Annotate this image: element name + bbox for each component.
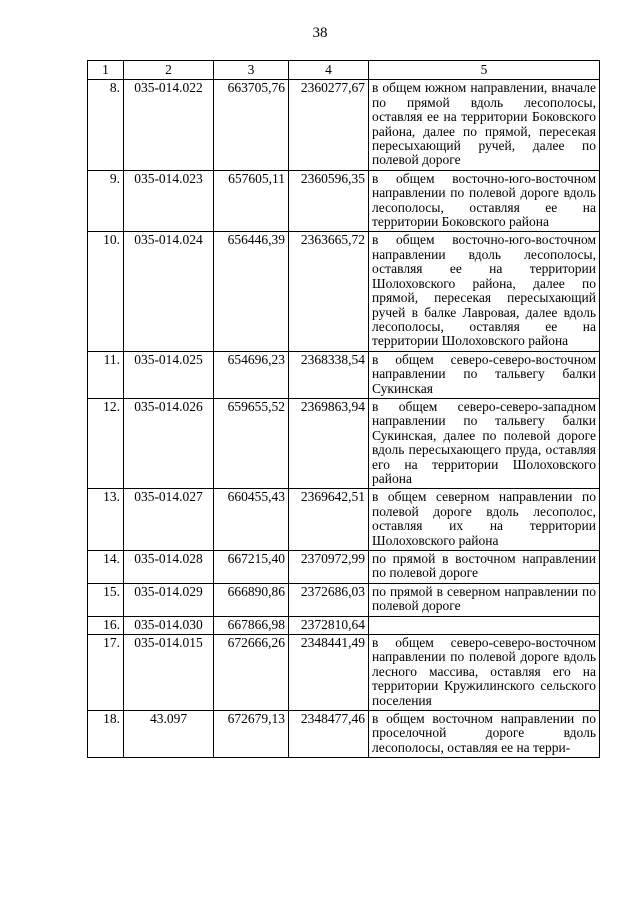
coord-x: 657605,11 (214, 170, 289, 232)
row-number: 18. (88, 711, 124, 758)
boundary-description: по прямой в северном направлении по полевой дороге (369, 583, 600, 616)
point-code: 035-014.015 (124, 635, 214, 711)
point-code: 035-014.027 (124, 489, 214, 551)
boundary-description: по прямой в восточном направлении по полевой дороге (369, 551, 600, 584)
coord-y: 2369863,94 (289, 398, 369, 488)
coord-y: 2370972,99 (289, 551, 369, 584)
coord-x: 659655,52 (214, 398, 289, 488)
point-code: 035-014.025 (124, 351, 214, 398)
coord-x: 672666,26 (214, 635, 289, 711)
coord-x: 672679,13 (214, 711, 289, 758)
boundary-description (369, 616, 600, 634)
header-col-4: 4 (289, 61, 369, 80)
table-row (88, 398, 600, 488)
table-row (88, 351, 600, 398)
row-number: 17. (88, 635, 124, 711)
coord-y: 2348477,46 (289, 711, 369, 758)
row-number: 10. (88, 232, 124, 351)
coord-y: 2372810,64 (289, 616, 369, 634)
point-code: 035-014.023 (124, 170, 214, 232)
boundary-description: в общем южном направлении, вначале по прямой вдоль лесополосы, оставляя ее на территории Боковского района, далее по прямой, пересекая пересыхающий ручей, далее по полевой дороге (369, 80, 600, 170)
boundary-description: в общем северо-северо-восточном направлении по полевой дороге вдоль лесного массива, оставляя его на территории Кружилинского сельского поселения (369, 635, 600, 711)
coord-x: 663705,76 (214, 80, 289, 170)
header-col-5: 5 (369, 61, 600, 80)
header-col-1: 1 (88, 61, 124, 80)
table-body (88, 80, 600, 758)
point-code: 035-014.028 (124, 551, 214, 584)
table-header-row (88, 61, 600, 80)
table-row (88, 170, 600, 232)
coord-x: 654696,23 (214, 351, 289, 398)
row-number: 9. (88, 170, 124, 232)
row-number: 15. (88, 583, 124, 616)
boundary-description: в общем восточном направлении по проселочной дороге вдоль лесополосы, оставляя ее на терри- (369, 711, 600, 758)
table-row (88, 583, 600, 616)
row-number: 8. (88, 80, 124, 170)
coord-y: 2360277,67 (289, 80, 369, 170)
row-number: 11. (88, 351, 124, 398)
point-code: 035-014.029 (124, 583, 214, 616)
boundary-description: в общем восточно-юго-восточном направлении вдоль лесополосы, оставляя ее на территории Шолоховского района, далее по прямой, пересекая пересыхающий ручей в балке Лавровая, далее вдоль лесополосы, оставляя ее на территории Шолоховского района (369, 232, 600, 351)
coord-x: 660455,43 (214, 489, 289, 551)
coord-y: 2368338,54 (289, 351, 369, 398)
table-row (88, 616, 600, 634)
header-col-3: 3 (214, 61, 289, 80)
table-row (88, 711, 600, 758)
coord-x: 666890,86 (214, 583, 289, 616)
coord-y: 2348441,49 (289, 635, 369, 711)
boundary-description: в общем северо-северо-восточном направлении по тальвегу балки Сукинская (369, 351, 600, 398)
header-col-2: 2 (124, 61, 214, 80)
boundary-description: в общем северном направлении по полевой дороге вдоль лесополос, оставляя их на территории Шолоховского района (369, 489, 600, 551)
coord-x: 667866,98 (214, 616, 289, 634)
table-row (88, 551, 600, 584)
table-row (88, 635, 600, 711)
coord-y: 2369642,51 (289, 489, 369, 551)
coord-x: 656446,39 (214, 232, 289, 351)
row-number: 12. (88, 398, 124, 488)
coord-x: 667215,40 (214, 551, 289, 584)
coord-y: 2360596,35 (289, 170, 369, 232)
boundary-table (87, 60, 600, 758)
coord-y: 2363665,72 (289, 232, 369, 351)
point-code: 035-014.022 (124, 80, 214, 170)
boundary-description: в общем восточно-юго-восточном направлении по полевой дороге вдоль лесополосы, оставляя ее на территории Боковского района (369, 170, 600, 232)
point-code: 035-014.030 (124, 616, 214, 634)
table-row (88, 232, 600, 351)
row-number: 16. (88, 616, 124, 634)
coord-y: 2372686,03 (289, 583, 369, 616)
page-number: 38 (312, 25, 328, 41)
table-row (88, 80, 600, 170)
point-code: 035-014.026 (124, 398, 214, 488)
row-number: 13. (88, 489, 124, 551)
boundary-description: в общем северо-северо-западном направлении по тальвегу балки Сукинская, далее по полевой дороге вдоль пересыхающего пруда, оставляя его на территории Шолоховского района (369, 398, 600, 488)
row-number: 14. (88, 551, 124, 584)
table-row (88, 489, 600, 551)
point-code: 035-014.024 (124, 232, 214, 351)
point-code: 43.097 (124, 711, 214, 758)
